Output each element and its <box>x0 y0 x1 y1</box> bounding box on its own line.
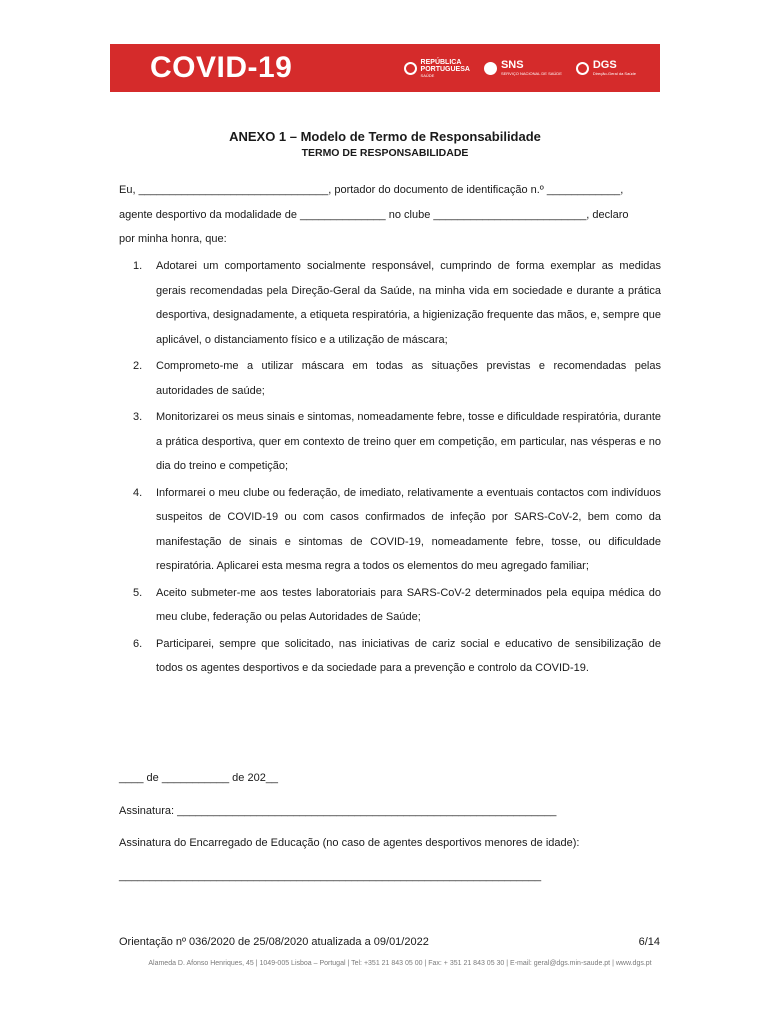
guardian-signature-label: Assinatura do Encarregado de Educação (no caso de agentes desportivos menores de idade): <box>119 837 580 849</box>
document-title: ANEXO 1 – Modelo de Termo de Responsabilidade <box>229 129 541 144</box>
item-number: 4. <box>133 486 143 499</box>
date-line: ____ de ___________ de 202__ <box>119 772 279 784</box>
item-number: 2. <box>133 360 143 372</box>
intro-line: Eu, _______________________________, portador do documento de identificação n.º ____________, <box>119 184 624 196</box>
list-item <box>119 254 661 352</box>
logo-sns-main: SNS <box>500 59 524 71</box>
logo-sns-sub: SERVIÇO NACIONAL DE SAÚDE <box>500 71 562 76</box>
list-item <box>119 354 661 403</box>
item-text: Monitorizarei os meus sinais e sintomas, nomeadamente febre, tosse e dificuldade respiratória, durante a prática desportiva, quer em contexto de treino quer em competição, em particular, nas vésperas e no dia do treino e competição; <box>156 411 661 472</box>
logo-republica-main2: PORTUGUESA <box>420 65 470 73</box>
item-text: Aceito submeter-me aos testes laboratoriais para SARS-CoV-2 determinados pela equipa médica do meu clube, federação ou pelas Autoridades de Saúde; <box>156 586 661 623</box>
logo-dgs-main: DGS <box>592 59 617 71</box>
item-text: Informarei o meu clube ou federação, de imediato, relativamente a eventuais contactos com indivíduos suspeitos de COVID-19 ou com casos confirmados de infeção por SARS-CoV-2, bem como da manifestação de sinais e sintomas de COVID-19, nomeadamente febre, tosse, ou dificuldade respiratória. Aplicarei esta mesma regra a todos os elementos do meu agregado familiar; <box>156 486 661 572</box>
item-text: Participarei, sempre que solicitado, nas iniciativas de cariz social e educativo de sensibilização de todos os agentes desportivos e da sociedade para a prevenção e controlo da COVID-19. <box>156 637 661 674</box>
logo-group <box>390 56 636 80</box>
intro-paragraph <box>119 178 661 252</box>
sns-logo <box>484 60 562 76</box>
signature-line: Assinatura: ______________________________________________________________ <box>119 805 557 817</box>
guardian-signature-blank: _____________________________________________________________________ <box>119 870 542 882</box>
commitment-list <box>119 254 661 683</box>
item-number: 6. <box>133 637 143 650</box>
republica-portuguesa-icon <box>404 62 417 75</box>
footer-address: Alameda D. Afonso Henriques, 45 | 1049-005 Lisboa – Portugal | Tel: +351 21 843 05 00 | Fax: + 351 21 843 05 30 | E-mail: geral@dgs.min-saude.pt | www.dgs.pt <box>148 960 652 967</box>
republica-portuguesa-logo <box>404 59 470 78</box>
item-text: Adotarei um comportamento socialmente responsável, cumprindo de forma exemplar as medidas gerais recomendadas pela Direção-Geral da Saúde, na minha vida em sociedade e durante a prática desportiva, designadamente, a etiqueta respiratória, a higienização frequente das mãos, e, sempre que aplicável, o distanciamento físico e a utilização de máscara; <box>156 260 661 346</box>
logo-republica-main: REPÚBLICA <box>420 58 462 66</box>
dgs-icon <box>576 62 589 75</box>
covid-banner <box>110 44 660 92</box>
dgs-logo <box>576 60 636 76</box>
page-number: 6/14 <box>638 936 660 948</box>
orientation-reference: Orientação nº 036/2020 de 25/08/2020 atualizada a 09/01/2022 <box>119 936 429 948</box>
list-item <box>119 581 661 630</box>
document-subtitle: TERMO DE RESPONSABILIDADE <box>301 147 469 159</box>
logo-republica-sub: SAÚDE <box>420 72 435 78</box>
intro-line: por minha honra, que: <box>119 233 227 245</box>
item-number: 1. <box>133 260 143 272</box>
intro-line: agente desportivo da modalidade de ______________ no clube _________________________, declaro <box>119 208 629 221</box>
list-item <box>119 481 661 579</box>
item-text: Comprometo-me a utilizar máscara em todas as situações previstas e recomendadas pelas autoridades de saúde; <box>156 360 661 397</box>
list-item <box>119 405 661 479</box>
item-number: 3. <box>133 411 143 423</box>
item-number: 5. <box>133 586 143 599</box>
list-item <box>119 632 661 681</box>
sns-icon <box>484 62 497 75</box>
banner-title: COVID-19 <box>150 51 293 84</box>
logo-dgs-sub: Direção-Geral da Saúde <box>592 71 636 76</box>
